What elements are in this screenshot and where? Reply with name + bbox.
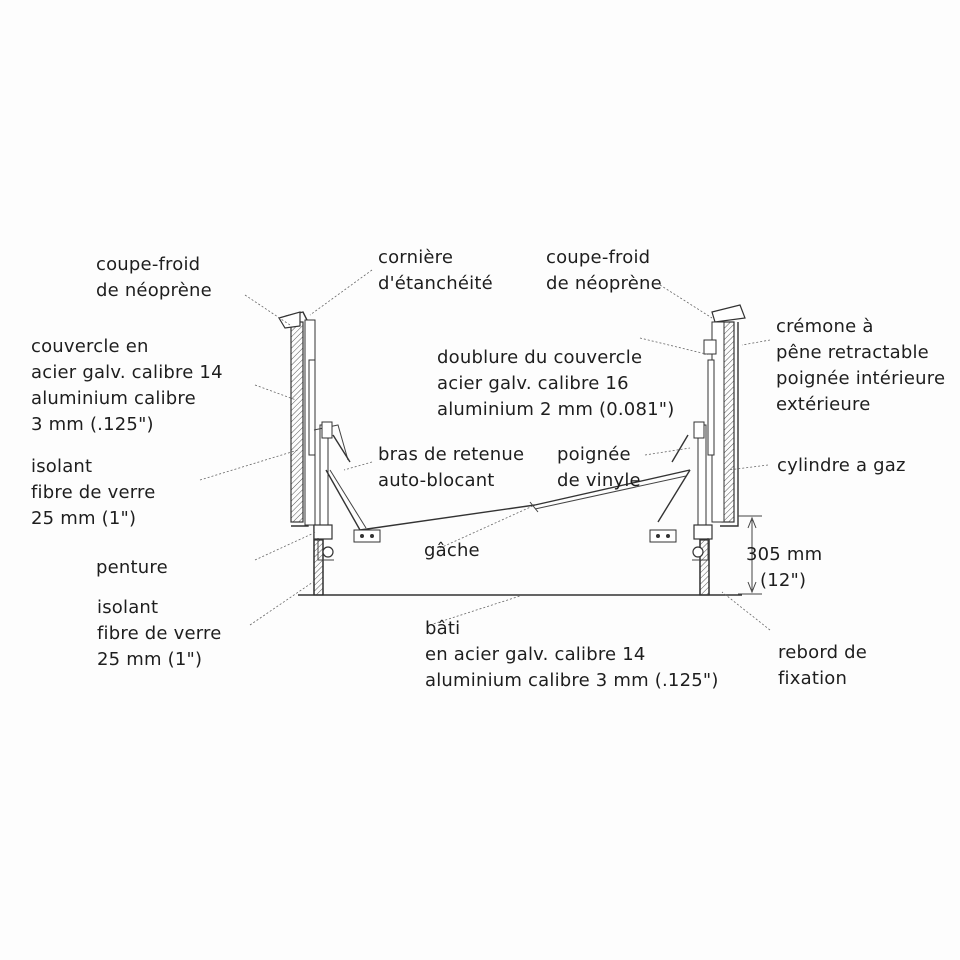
label-cremone: crémone à pêne retractable poignée intérieure extérieure bbox=[776, 316, 946, 415]
label-bras: bras de retenue auto-blocant bbox=[378, 444, 525, 491]
label-doublure: doublure du couvercle acier galv. calibre 16 aluminium 2 mm (0.081") bbox=[437, 347, 675, 420]
label-isolant-bottom: isolant fibre de verre 25 mm (1") bbox=[97, 597, 222, 670]
label-dimension: 305 mm (12") bbox=[746, 544, 823, 591]
label-gache: gâche bbox=[424, 540, 480, 561]
label-rebord: rebord de fixation bbox=[778, 642, 868, 689]
label-coupe-froid-left: coupe-froid de néoprène bbox=[96, 254, 212, 301]
label-poignee: poignée de vinyle bbox=[557, 444, 641, 491]
label-coupe-froid-right: coupe-froid de néoprène bbox=[546, 247, 662, 294]
label-couvercle: couvercle en acier galv. calibre 14 aluminium calibre 3 mm (.125") bbox=[31, 336, 223, 435]
label-isolant-top: isolant fibre de verre 25 mm (1") bbox=[31, 456, 156, 529]
label-cylindre: cylindre a gaz bbox=[777, 455, 906, 476]
label-penture: penture bbox=[96, 557, 168, 578]
label-corniere: cornière d'étanchéité bbox=[378, 247, 493, 294]
label-bati: bâti en acier galv. calibre 14 aluminium calibre 3 mm (.125") bbox=[425, 618, 719, 691]
strike-plates bbox=[354, 530, 676, 542]
right-cover bbox=[672, 305, 745, 560]
left-cover bbox=[279, 312, 350, 560]
